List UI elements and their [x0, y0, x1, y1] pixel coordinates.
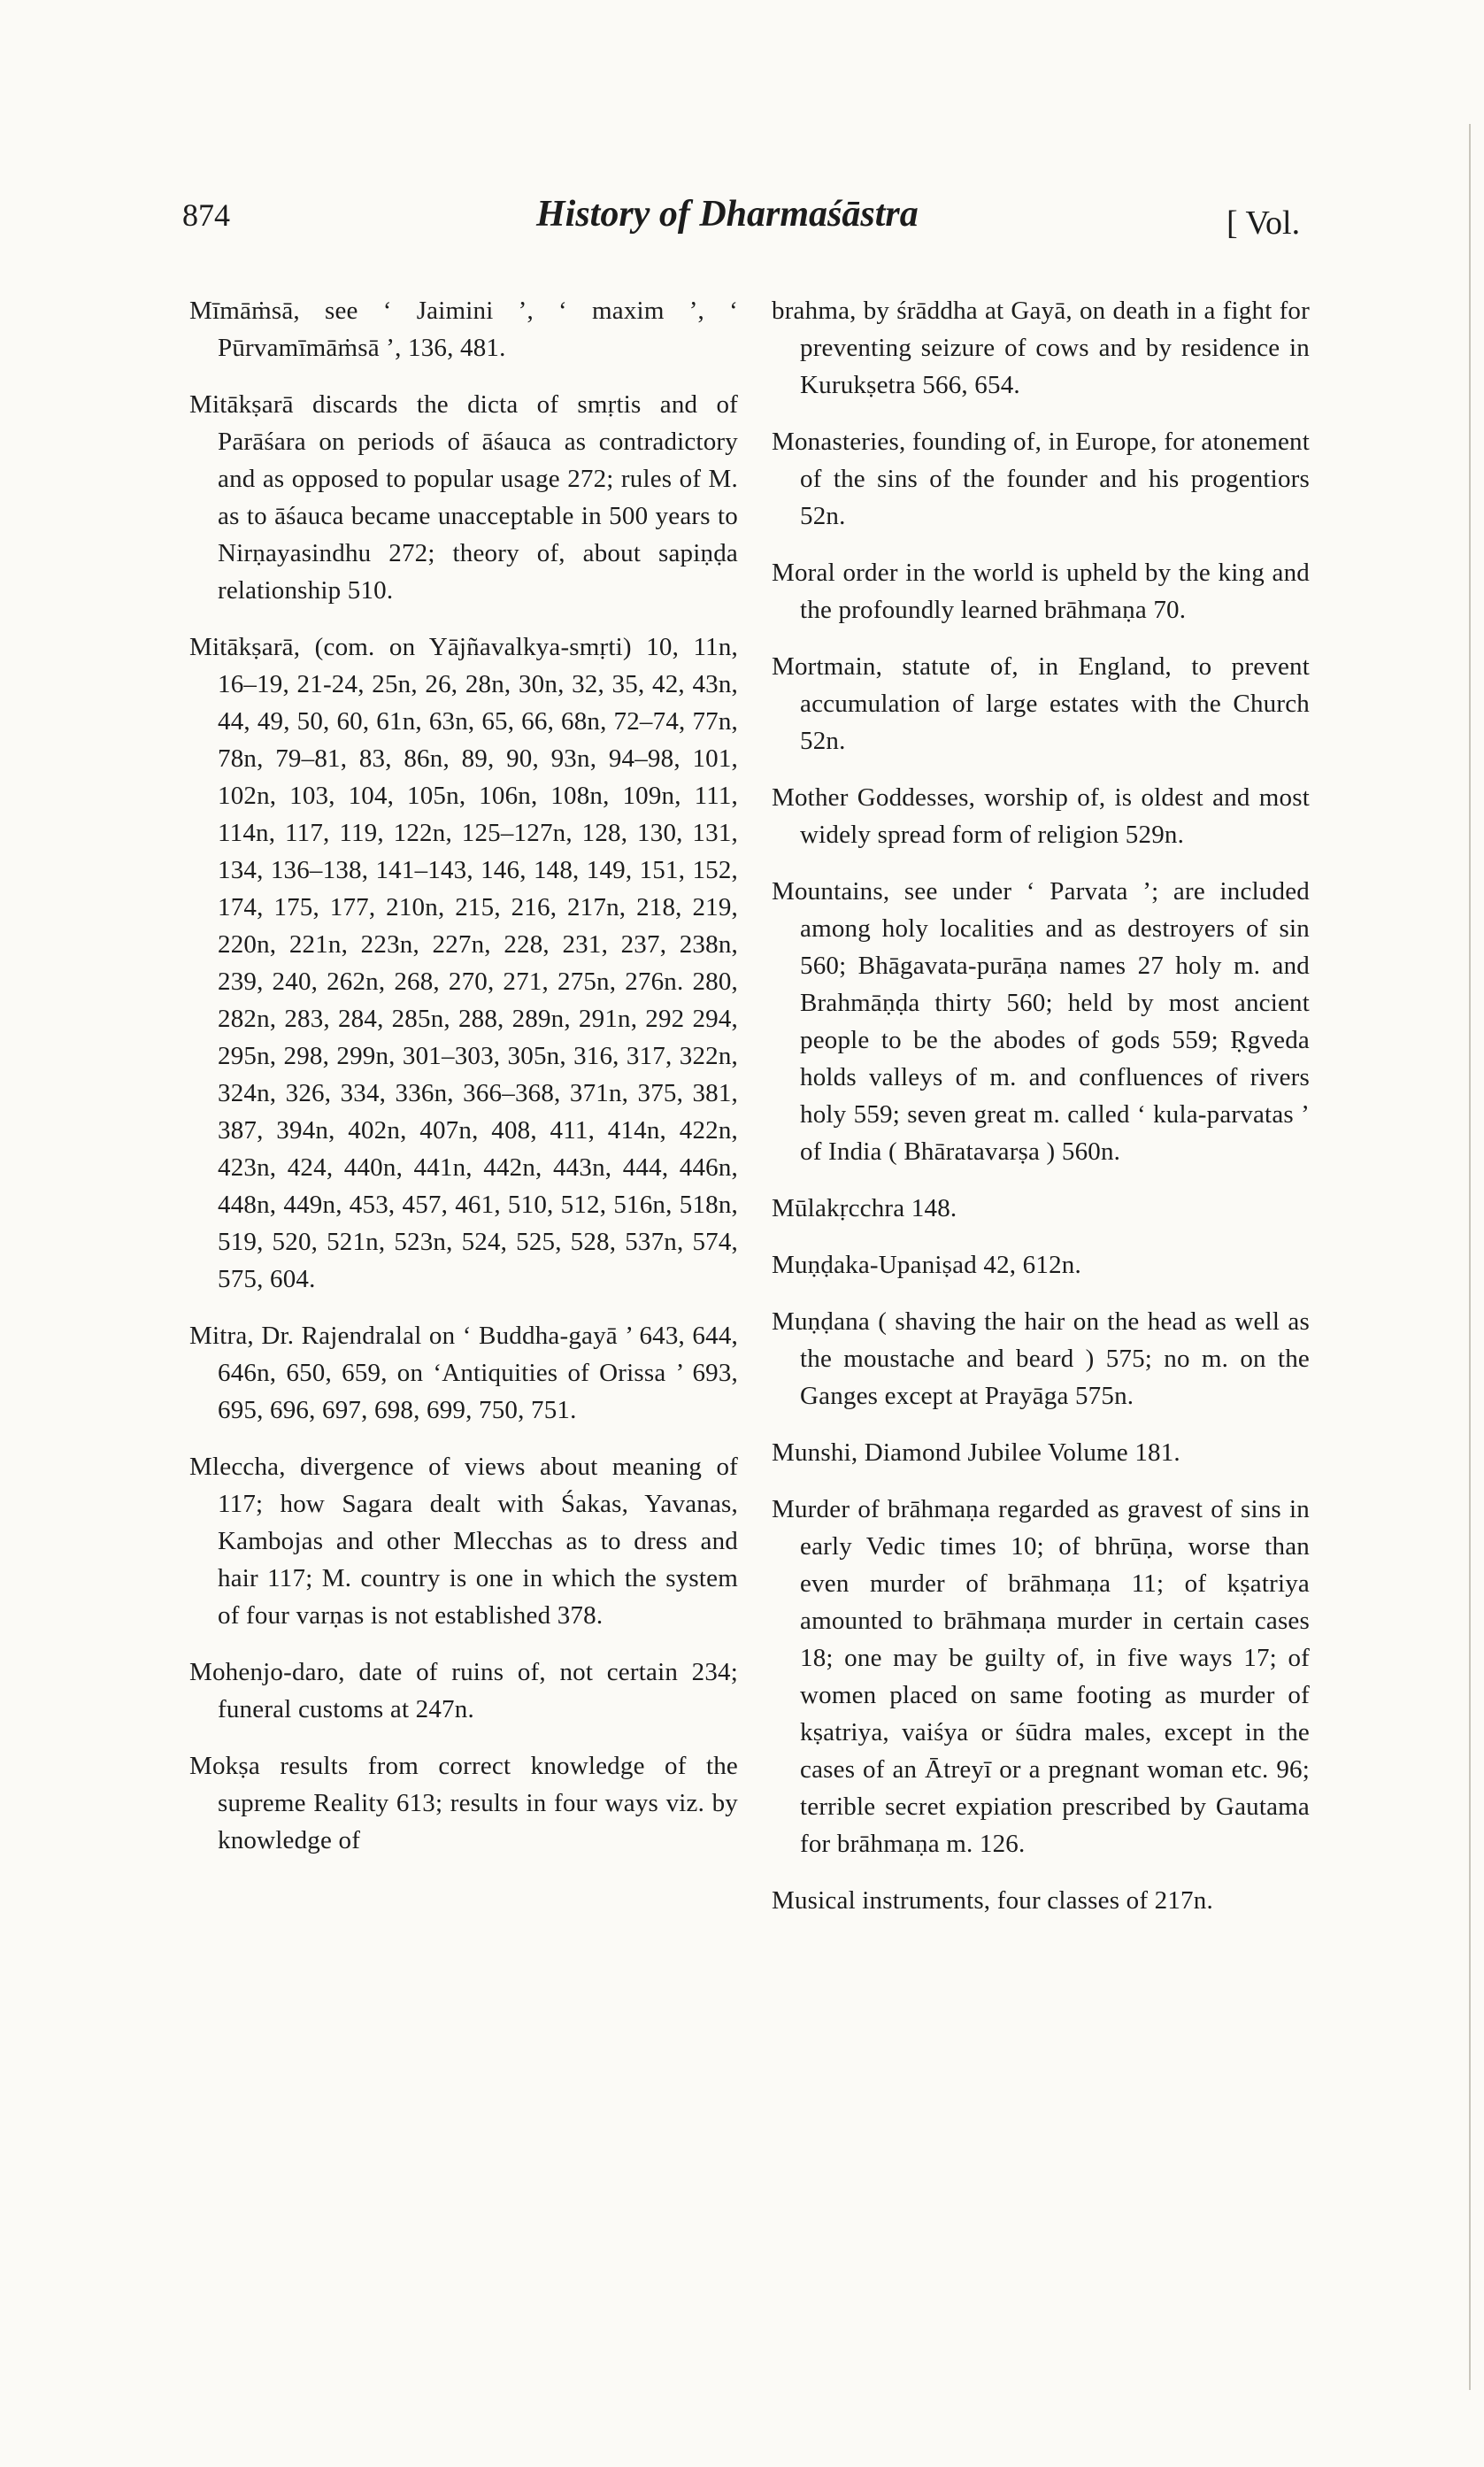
- index-entry: Mūlakṛcchra 148.: [772, 1194, 957, 1222]
- index-entry: Moral order in the world is upheld by the king and the profoundly learned brāhmaṇa 70.: [772, 559, 1310, 624]
- index-entry: Mountains, see under ‘ Parvata ’; are included among holy localities and as destroyers of sin 560; Bhāgavata-purāṇa names 27 holy m. and Brahmāṇḍa thirty 560; held by most ancient people to be the abodes of gods 559; Ṛgveda holds valleys of m. and confluences of rivers holy 559; seven great m. called ‘ kula-parvatas ’ of India ( Bhāratavarṣa ) 560n.: [772, 877, 1310, 1166]
- index-entry: Mohenjo-daro, date of ruins of, not certain 234; funeral customs at 247n.: [189, 1658, 738, 1723]
- right-column: [772, 292, 1310, 1939]
- index-entry: brahma, by śrāddha at Gayā, on death in a fight for preventing seizure of cows and by residence in Kurukṣetra 566, 654.: [772, 297, 1310, 399]
- index-entry: Mother Goddesses, worship of, is oldest and most widely spread form of religion 529n.: [772, 783, 1310, 849]
- index-entry: Mitākṣarā, (com. on Yājñavalkya-smṛti) 10, 11n, 16–19, 21-24, 25n, 26, 28n, 30n, 32, 35, 42, 43n, 44, 49, 50, 60, 61n, 63n, 65, 66, 68n, 72–74, 77n, 78n, 79–81, 83, 86n, 89, 90, 93n, 94–98, 101, 102n, 103, 104, 105n, 106n, 108n, 109n, 111, 114n, 117, 119, 122n, 125–127n, 128, 130, 131, 134, 136–138, 141–143, 146, 148, 149, 151, 152, 174, 175, 177, 210n, 215, 216, 217n, 218, 219, 220n, 221n, 223n, 227n, 228, 231, 237, 238n, 239, 240, 262n, 268, 270, 271, 275n, 276n. 280, 282n, 283, 284, 285n, 288, 289n, 291n, 292 294, 295n, 298, 299n, 301–303, 305n, 316, 317, 322n, 324n, 326, 334, 336n, 366–368, 371n, 375, 381, 387, 394n, 402n, 407n, 408, 411, 414n, 422n, 423n, 424, 440n, 441n, 442n, 443n, 444, 446n, 448n, 449n, 453, 457, 461, 510, 512, 516n, 518n, 519, 520, 521n, 523n, 524, 525, 528, 537n, 574, 575, 604.: [189, 633, 738, 1293]
- index-entry: Musical instruments, four classes of 217n.: [772, 1886, 1213, 1915]
- index-entry: Mortmain, statute of, in England, to prevent accumulation of large estates with the Church 52n.: [772, 652, 1310, 755]
- running-title: History of Dharmaśāstra: [536, 194, 919, 235]
- page-number: 874: [182, 197, 230, 233]
- index-entry: Muṇḍana ( shaving the hair on the head as well as the moustache and beard ) 575; no m. on the Ganges except at Prayāga 575n.: [772, 1307, 1310, 1410]
- index-entry: Mīmāṁsā, see ‘ Jaimini ’, ‘ maxim ’, ‘ Pūrvamīmāṁsā ’, 136, 481.: [189, 297, 738, 362]
- index-entry: Munshi, Diamond Jubilee Volume 181.: [772, 1438, 1180, 1467]
- index-entry: Mitākṣarā discards the dicta of smṛtis and of Parāśara on periods of āśauca as contradictory and as opposed to popular usage 272; rules of M. as to āśauca became unacceptable in 500 years to Nirṇayasindhu 272; theory of, about sapiṇḍa relationship 510.: [189, 390, 738, 605]
- index-entry: Muṇḍaka-Upaniṣad 42, 612n.: [772, 1251, 1081, 1279]
- page-edge-rule: [1469, 124, 1471, 2390]
- index-entry: Mitra, Dr. Rajendralal on ‘ Buddha-gayā ’ 643, 644, 646n, 650, 659, on ‘Antiquities of Orissa ’ 693, 695, 696, 697, 698, 699, 750, 751.: [189, 1322, 738, 1424]
- index-entry: Mleccha, divergence of views about meaning of 117; how Sagara dealt with Śakas, Yavanas, Kambojas and other Mlecchas as to dress and hair 117; M. country is one in which the system of four varṇas is not established 378.: [189, 1453, 738, 1630]
- index-entry: Monasteries, founding of, in Europe, for atonement of the sins of the founder and his progentiors 52n.: [772, 428, 1310, 530]
- volume-label: [ Vol.: [1226, 204, 1301, 242]
- index-entry: Murder of brāhmaṇa regarded as gravest of sins in early Vedic times 10; of bhrūṇa, worse than even murder of brāhmaṇa 11; of kṣatriya amounted to brāhmaṇa murder in certain cases 18; one may be guilty of, in five ways 17; of women placed on same footing as murder of kṣatriya, vaiśya or śūdra males, except in the cases of an Ātreyī or a pregnant woman etc. 96; terrible secret expiation prescribed by Gautama for brāhmaṇa m. 126.: [772, 1495, 1310, 1858]
- index-entry: Mokṣa results from correct knowledge of the supreme Reality 613; results in four ways viz. by knowledge of: [189, 1752, 738, 1854]
- page-header: [182, 194, 1333, 250]
- left-column: [189, 292, 738, 1878]
